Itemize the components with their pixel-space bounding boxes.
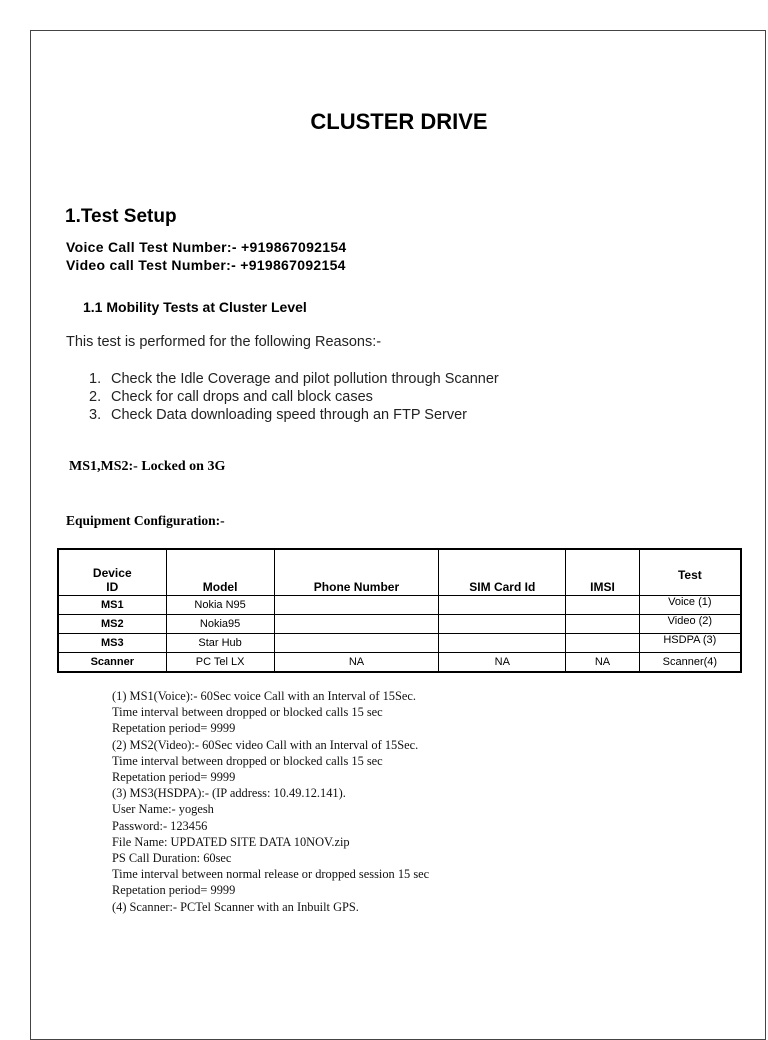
cell-device-id: Scanner bbox=[58, 653, 166, 673]
cell-imsi bbox=[566, 634, 639, 653]
document-title: CLUSTER DRIVE bbox=[310, 109, 488, 134]
cell-imsi: NA bbox=[566, 653, 639, 673]
cell-test: Scanner(4) bbox=[639, 653, 741, 673]
cell-phone bbox=[274, 615, 439, 634]
note-line: Repetation period= 9999 bbox=[112, 721, 236, 736]
note-line: User Name:- yogesh bbox=[112, 802, 214, 817]
note-line: Password:- 123456 bbox=[112, 818, 208, 833]
equipment-table bbox=[57, 548, 742, 673]
cell-imsi bbox=[566, 596, 639, 615]
section-heading-test-setup: 1.Test Setup bbox=[65, 206, 177, 227]
cell-sim bbox=[439, 615, 566, 634]
cell-test: Voice (1) bbox=[639, 596, 741, 615]
note-line: (2) MS2(Video):- 60Sec video Call with an Interval of 15Sec. bbox=[112, 737, 419, 752]
cell-phone bbox=[274, 596, 439, 615]
cell-model: Star Hub bbox=[166, 634, 274, 653]
list-item: 1. Check the Idle Coverage and pilot pollution through Scanner bbox=[89, 371, 499, 387]
cell-model: PC Tel LX bbox=[166, 653, 274, 673]
cell-phone: NA bbox=[274, 653, 439, 673]
cell-model: Nokia N95 bbox=[166, 596, 274, 615]
note-line: (4) Scanner:- PCTel Scanner with an Inbuilt GPS. bbox=[112, 899, 359, 914]
cell-model: Nokia95 bbox=[166, 615, 274, 634]
header-sim-card-id: SIM Card Id bbox=[439, 549, 566, 596]
header-model: Model bbox=[166, 549, 274, 596]
voice-call-test-number: Voice Call Test Number:- +919867092154 bbox=[66, 239, 347, 255]
note-line: Repetation period= 9999 bbox=[112, 883, 236, 898]
note-line: Time interval between dropped or blocked calls 15 sec bbox=[112, 753, 383, 768]
cell-sim bbox=[439, 634, 566, 653]
header-device-id: Device ID bbox=[58, 549, 166, 596]
header-imsi: IMSI bbox=[566, 549, 639, 596]
list-item: 3. Check Data downloading speed through an FTP Server bbox=[89, 407, 468, 423]
cell-phone bbox=[274, 634, 439, 653]
cell-sim bbox=[439, 596, 566, 615]
note-line: Time interval between dropped or blocked calls 15 sec bbox=[112, 705, 383, 720]
ms-locked-note: MS1,MS2:- Locked on 3G bbox=[69, 459, 226, 474]
cell-sim: NA bbox=[439, 653, 566, 673]
note-line: File Name: UPDATED SITE DATA 10NOV.zip bbox=[112, 834, 350, 849]
video-call-test-number: Video call Test Number:- +919867092154 bbox=[66, 257, 346, 273]
note-line: Repetation period= 9999 bbox=[112, 770, 236, 785]
note-line: (1) MS1(Voice):- 60Sec voice Call with an Interval of 15Sec. bbox=[112, 689, 416, 703]
header-test: Test bbox=[639, 549, 741, 596]
reasons-list bbox=[89, 370, 499, 424]
cell-device-id: MS1 bbox=[58, 596, 166, 615]
cell-device-id: MS3 bbox=[58, 634, 166, 653]
table-row bbox=[58, 615, 741, 634]
cell-imsi bbox=[566, 615, 639, 634]
intro-paragraph: This test is performed for the following Reasons:- bbox=[66, 334, 382, 350]
table-row bbox=[58, 653, 741, 673]
note-line: PS Call Duration: 60sec bbox=[112, 851, 232, 866]
cell-device-id: MS2 bbox=[58, 615, 166, 634]
test-notes bbox=[112, 688, 429, 915]
cell-test: HSDPA (3) bbox=[639, 634, 741, 653]
cell-test: Video (2) bbox=[639, 615, 741, 634]
document-page bbox=[30, 30, 766, 1040]
header-phone-number: Phone Number bbox=[274, 549, 439, 596]
table-row bbox=[58, 634, 741, 653]
equipment-config-heading: Equipment Configuration:- bbox=[66, 513, 225, 528]
table-header-row bbox=[58, 549, 741, 596]
section-heading-mobility-tests: 1.1 Mobility Tests at Cluster Level bbox=[83, 299, 307, 315]
table-row bbox=[58, 596, 741, 615]
list-item: 2. Check for call drops and call block cases bbox=[89, 389, 373, 405]
note-line: Time interval between normal release or dropped session 15 sec bbox=[112, 867, 430, 882]
note-line: (3) MS3(HSDPA):- (IP address: 10.49.12.141). bbox=[112, 786, 346, 801]
